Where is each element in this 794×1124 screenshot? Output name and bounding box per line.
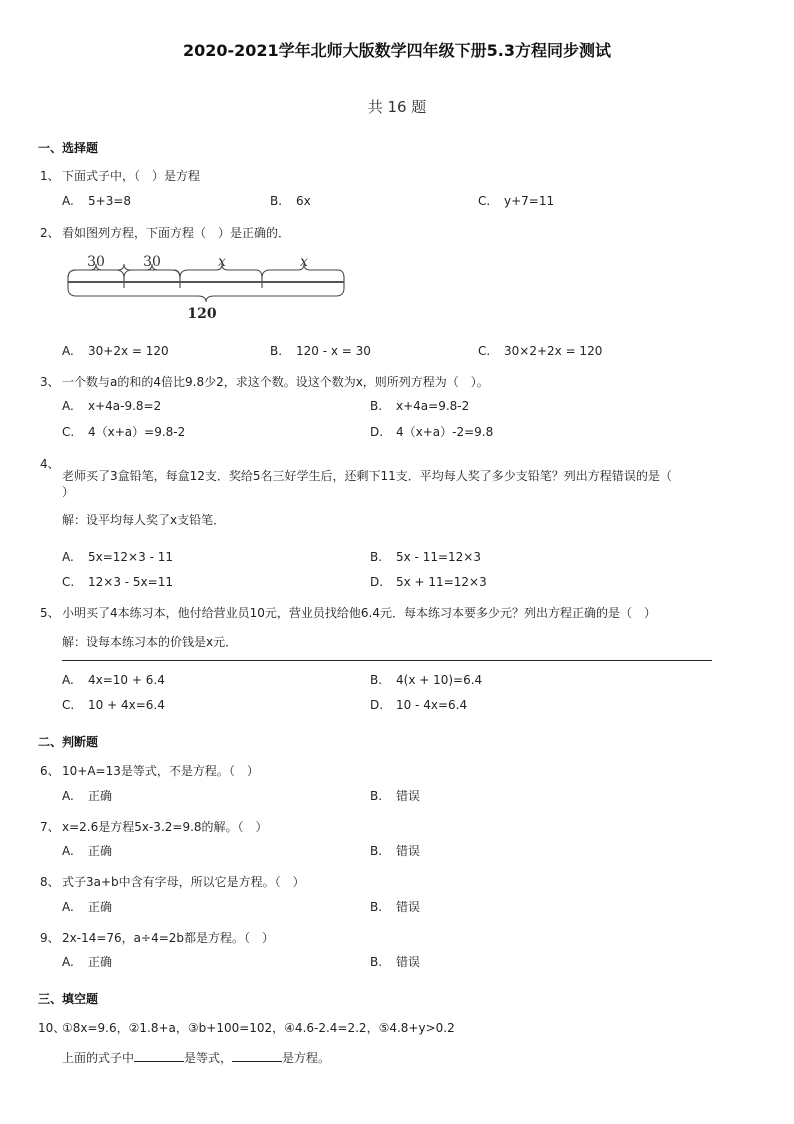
option-label: C. [62, 698, 75, 712]
question-number: 2、 [40, 226, 60, 240]
option-a[interactable] [62, 549, 173, 565]
question-number: 6、 [40, 764, 60, 778]
option-b[interactable] [370, 899, 420, 915]
option-label: A. [62, 194, 74, 208]
option-label: B. [370, 955, 383, 969]
section-heading-choice: 一、选择题 [38, 141, 99, 155]
question-text: 2x-14=76，a÷4=2b都是方程。（ ） [62, 931, 275, 945]
option-text: 正确 [88, 844, 113, 858]
question-number: 1、 [40, 169, 60, 183]
question-text: 看如图列方程，下面方程（ ）是正确的． [62, 226, 291, 240]
question-text: 小明买了4本练习本，他付给营业员10元，营业员找给他6.4元．每本练习本要多少元？列出方程正确的是（ ） [62, 606, 656, 620]
question-text: ①8x=9.6，②1.8+a，③b+100=102，④4.6-2.4=2.2，⑤4.8+y>0.2 [62, 1021, 455, 1035]
option-label: C. [62, 425, 75, 439]
option-text: 正确 [88, 955, 113, 969]
option-a[interactable] [62, 899, 112, 915]
segment-label: 30 [143, 254, 161, 270]
option-text: 4(x + 10)=6.4 [396, 673, 483, 687]
option-text: 6x [296, 194, 311, 208]
question-text: 式子3a+b中含有字母，所以它是方程。（ ） [62, 875, 305, 889]
option-a[interactable] [62, 954, 112, 970]
option-c[interactable] [478, 193, 554, 209]
option-label: A. [62, 399, 74, 413]
question-text: 10+A=13是等式，不是方程。（ ） [62, 764, 259, 778]
question-text-continued: ） [62, 485, 75, 499]
option-text: x+4a=9.8-2 [396, 399, 470, 413]
segment-label: 30 [87, 254, 105, 270]
option-c[interactable] [62, 424, 185, 440]
section-heading-judgment: 二、判断题 [38, 735, 99, 749]
option-label: C. [62, 575, 75, 589]
option-label: B. [270, 344, 283, 358]
option-label: B. [270, 194, 283, 208]
option-label: D. [370, 575, 384, 589]
line-segment-diagram [62, 252, 352, 324]
option-text: 5x + 11=12×3 [396, 575, 487, 589]
option-text: 12×3 - 5x=11 [88, 575, 173, 589]
solution-text: 解：设平均每人奖了x支铅笔． [62, 513, 226, 527]
question-number: 3、 [40, 375, 60, 389]
question-number: 9、 [40, 931, 60, 945]
option-label: A. [62, 673, 74, 687]
question-text: 老师买了3盒铅笔，每盒12支．奖给5名三好学生后，还剩下11支．平均每人奖了多少支铅笔？列出方程错误的是（ [62, 469, 672, 483]
option-a[interactable] [62, 843, 112, 859]
option-label: C. [478, 194, 491, 208]
option-text: 正确 [88, 789, 113, 803]
option-c[interactable] [478, 343, 602, 359]
option-a[interactable] [62, 193, 131, 209]
fill-text: 是等式， [184, 1051, 233, 1065]
option-d[interactable] [370, 697, 467, 713]
option-label: B. [370, 550, 383, 564]
option-d[interactable] [370, 424, 493, 440]
option-text: 错误 [396, 955, 421, 969]
page-title: 2020-2021学年北师大版数学四年级下册5.3方程同步测试 [182, 41, 612, 60]
option-text: x+4a-9.8=2 [88, 399, 162, 413]
option-a[interactable] [62, 343, 169, 359]
option-text: 10 - 4x=6.4 [396, 698, 468, 712]
option-label: D. [370, 698, 384, 712]
option-text: y+7=11 [504, 194, 555, 208]
option-label: A. [62, 789, 74, 803]
option-text: 正确 [88, 900, 113, 914]
option-label: A. [62, 344, 74, 358]
option-text: 错误 [396, 844, 421, 858]
option-text: 错误 [396, 900, 421, 914]
question-text: 下面式子中，（ ）是方程 [62, 169, 201, 183]
answer-blank[interactable] [134, 1049, 184, 1062]
option-text: 4（x+a）=9.8-2 [88, 425, 186, 439]
segment-label: x [218, 254, 226, 270]
option-a[interactable] [62, 398, 161, 414]
option-label: D. [370, 425, 384, 439]
option-label: B. [370, 399, 383, 413]
option-b[interactable] [370, 788, 420, 804]
option-text: 30+2x = 120 [88, 344, 169, 358]
solution-text: 解：设每本练习本的价钱是x元． [62, 635, 238, 649]
option-text: 10 + 4x=6.4 [88, 698, 165, 712]
fill-text: 上面的式子中 [62, 1051, 135, 1065]
option-label: B. [370, 900, 383, 914]
option-b[interactable] [370, 954, 420, 970]
question-number: 10、 [38, 1021, 66, 1035]
question-number: 4、 [40, 457, 60, 471]
option-b[interactable] [270, 343, 371, 359]
fill-in-line [62, 1049, 330, 1066]
option-label: A. [62, 550, 74, 564]
option-c[interactable] [62, 574, 173, 590]
option-text: 5x=12×3 - 11 [88, 550, 173, 564]
option-text: 4（x+a）-2=9.8 [396, 425, 494, 439]
option-text: 30×2+2x = 120 [504, 344, 603, 358]
option-b[interactable] [270, 193, 311, 209]
option-b[interactable] [370, 398, 469, 414]
total-label: 120 [187, 306, 217, 322]
option-text: 5+3=8 [88, 194, 132, 208]
option-c[interactable] [62, 697, 165, 713]
option-b[interactable] [370, 549, 481, 565]
option-text: 5x - 11=12×3 [396, 550, 481, 564]
option-label: A. [62, 955, 74, 969]
question-number: 7、 [40, 820, 60, 834]
section-heading-fill: 三、填空题 [38, 992, 99, 1006]
option-a[interactable] [62, 672, 165, 688]
option-b[interactable] [370, 672, 482, 688]
option-label: C. [478, 344, 491, 358]
option-d[interactable] [370, 574, 487, 590]
option-label: B. [370, 673, 383, 687]
question-count: 共 16 题 [367, 98, 427, 116]
option-a[interactable] [62, 788, 112, 804]
segment-label: x [300, 254, 308, 270]
option-b[interactable] [370, 843, 420, 859]
question-text: 一个数与a的和的4倍比9.8少2，求这个数。设这个数为x，则所列方程为（ ）。 [62, 375, 489, 389]
option-label: B. [370, 844, 383, 858]
question-text: x=2.6是方程5x-3.2=9.8的解。（ ） [62, 820, 268, 834]
fill-text: 是方程。 [282, 1051, 331, 1065]
option-label: B. [370, 789, 383, 803]
option-text: 120 - x = 30 [296, 344, 371, 358]
option-text: 4x=10 + 6.4 [88, 673, 165, 687]
option-label: A. [62, 900, 74, 914]
option-label: A. [62, 844, 74, 858]
divider-line [62, 660, 712, 661]
answer-blank[interactable] [232, 1049, 282, 1062]
question-number: 8、 [40, 875, 60, 889]
question-number: 5、 [40, 606, 60, 620]
option-text: 错误 [396, 789, 421, 803]
